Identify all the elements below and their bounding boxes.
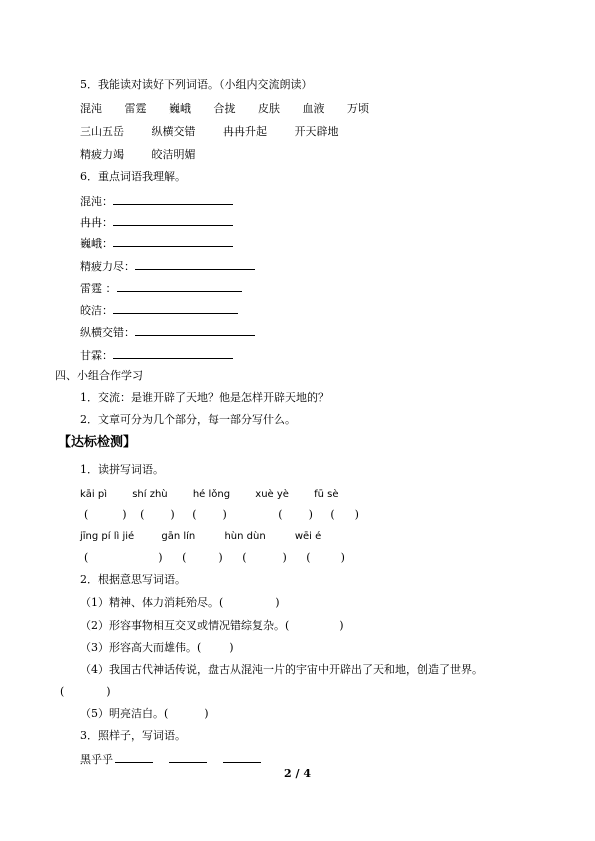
answer-blank[interactable] (113, 193, 233, 205)
word: 皮肤 (258, 102, 280, 115)
word: 精疲力竭 (80, 148, 124, 161)
q6-item (80, 193, 233, 209)
term-label: 冉冉： (80, 216, 113, 229)
p2-title: 2．根据意思写词语。 (80, 573, 186, 586)
pinyin: gān lín (161, 531, 196, 542)
section-4-title: 四、小组合作学习 (55, 369, 143, 382)
q6-item (80, 235, 233, 251)
pinyin: xuè yè (255, 489, 289, 500)
word: 三山五岳 (80, 125, 124, 138)
word: 巍峨 (169, 102, 191, 115)
q6-item (80, 302, 238, 318)
term-label: 混沌： (80, 195, 113, 208)
word: 皎洁明媚 (151, 148, 196, 161)
q6-item (80, 214, 233, 230)
word: 冉冉升起 (223, 125, 267, 138)
pinyin-row-1 (80, 488, 339, 502)
q5-title: 5．我能读对读好下列词语。（小组内交流朗读） (80, 78, 313, 91)
p2-item-5: （5）明亮洁白。( ) (80, 707, 209, 720)
answer-blank[interactable] (115, 751, 153, 763)
word: 雷霆 (124, 102, 147, 115)
p3-title: 3．照样子，写词语。 (80, 729, 186, 742)
answer-blank[interactable] (169, 751, 207, 763)
answer-blank[interactable] (223, 751, 261, 763)
term-label: 纵横交错： (80, 326, 135, 339)
answer-blank[interactable] (113, 214, 233, 226)
pinyin: jīng pí lì jié (80, 531, 135, 542)
q6-item (80, 347, 233, 363)
q6-item (80, 280, 242, 296)
pinyin: fū sè (314, 489, 339, 500)
p2-item-4: （4）我国古代神话传说，盘古从混沌一片的宇宙中开辟出了天和地，创造了世界。 (80, 663, 483, 676)
word: 纵横交错 (151, 125, 196, 138)
word: 混沌 (80, 102, 102, 115)
pinyin: hùn dùn (224, 531, 266, 542)
q6-item (80, 258, 255, 274)
section-4-q2: 2．文章可分为几个部分，每一部分写什么。 (80, 413, 296, 426)
answer-blank[interactable] (113, 347, 233, 359)
example-word: 黑乎乎 (80, 753, 113, 766)
q6-title: 6．重点词语我理解。 (80, 170, 186, 183)
q6-item (80, 324, 255, 340)
answer-parens-row-1: ( ) ( ) ( ) ( ) ( ) (84, 508, 359, 521)
answer-blank[interactable] (135, 324, 255, 336)
pinyin: hé lǒng (192, 489, 231, 500)
word: 血液 (302, 102, 325, 115)
answer-blank[interactable] (117, 280, 242, 292)
term-label: 皎洁： (80, 304, 113, 317)
answer-blank[interactable] (113, 302, 238, 314)
p2-item-2: （2）形容事物相互交叉或情况错综复杂。( ) (80, 619, 344, 632)
q5-word-row-1 (80, 102, 369, 116)
p1-title: 1．读拼写词语。 (80, 463, 164, 476)
q5-word-row-3 (80, 148, 196, 162)
pinyin: shí zhù (132, 489, 168, 500)
term-label: 精疲力尽： (80, 260, 135, 273)
p2-item-3: （3）形容高大而雄伟。( ) (80, 641, 234, 654)
word: 开天辟地 (294, 125, 339, 138)
pinyin: kāi pì (80, 489, 108, 500)
p2-item-4-answer: ( ) (60, 685, 111, 698)
answer-blank[interactable] (135, 258, 255, 270)
test-heading: 【达标检测】 (58, 435, 137, 450)
pinyin-row-2 (80, 530, 321, 544)
term-label: 巍峨： (80, 237, 113, 250)
p2-item-1: （1）精神、体力消耗殆尽。( ) (80, 596, 280, 609)
answer-parens-row-2: ( ) ( ) ( ) ( ) (84, 551, 345, 564)
p3-example-row (80, 751, 275, 767)
page-number: 2 / 4 (284, 767, 311, 780)
word: 合拢 (213, 102, 236, 115)
q5-word-row-2 (80, 125, 339, 139)
answer-blank[interactable] (113, 235, 233, 247)
term-label: 雷霆 ： (80, 282, 117, 295)
section-4-q1: 1．交流：是谁开辟了天地？他是怎样开辟天地的？ (80, 391, 329, 404)
term-label: 甘霖： (80, 349, 113, 362)
pinyin: wēi é (294, 531, 322, 542)
word: 万顷 (347, 102, 369, 115)
